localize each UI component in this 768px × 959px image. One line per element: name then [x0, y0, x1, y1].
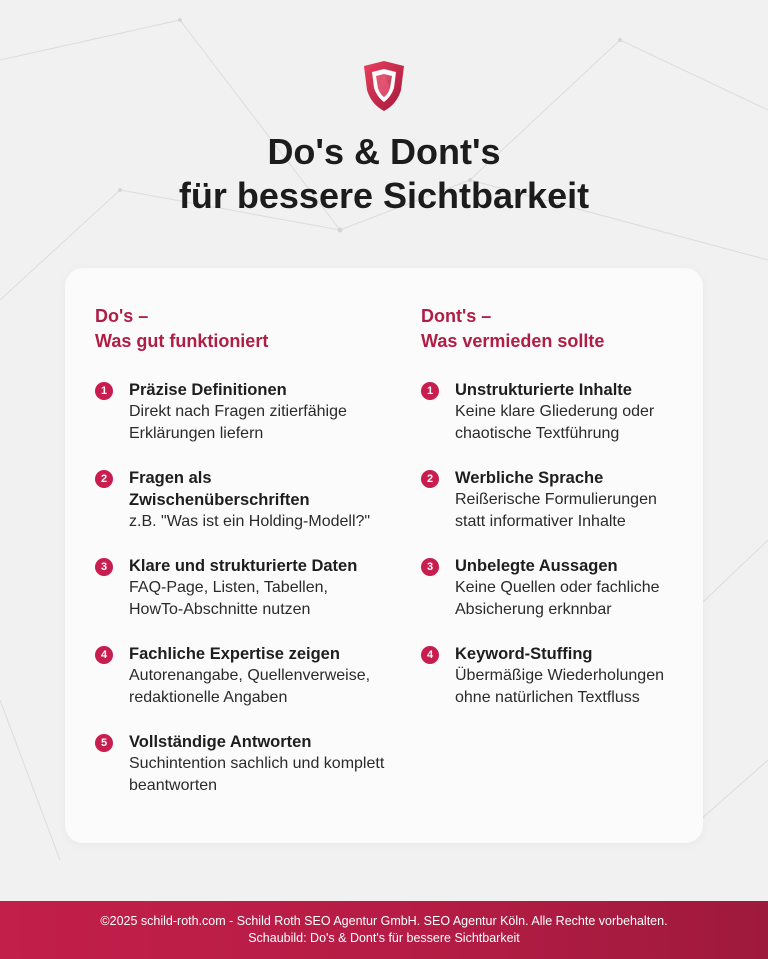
number-badge: 1 [421, 382, 439, 400]
number-badge: 2 [421, 470, 439, 488]
number-badge: 4 [95, 646, 113, 664]
dos-item [95, 555, 395, 621]
donts-item-desc: Keine klare Gliederung oder chaotische Textführung [455, 403, 655, 442]
dos-column [95, 304, 395, 819]
donts-item-desc: Keine Quellen oder fachliche Absicherung erknnbar [455, 579, 660, 618]
footer-copyright: ©2025 schild-roth.com - Schild Roth SEO Agentur GmbH. SEO Agentur Köln. Alle Rechte vorbehalten. [100, 914, 668, 928]
donts-item-title: Keyword-Stuffing [455, 645, 593, 663]
dos-heading [95, 304, 395, 354]
page-title [0, 130, 768, 218]
donts-list [421, 379, 691, 709]
donts-column [421, 304, 691, 731]
donts-item-title: Unbelegte Aussagen [455, 557, 618, 575]
number-badge: 5 [95, 734, 113, 752]
dos-item-title: Klare und strukturierte Daten [129, 557, 358, 575]
dos-item-title: Fragen als Zwischenüberschriften [129, 469, 310, 509]
dos-item [95, 643, 395, 709]
donts-item-desc: Reißerische Formulierungen statt informativer Inhalte [455, 491, 657, 530]
dos-item [95, 467, 371, 533]
dos-item-title: Fachliche Expertise zeigen [129, 645, 340, 663]
donts-heading [421, 304, 691, 354]
dos-item-desc: FAQ-Page, Listen, Tabellen, HowTo-Abschnitte nutzen [129, 579, 328, 618]
dos-item-title: Präzise Definitionen [129, 381, 287, 399]
title-line-1: Do's & Dont's [267, 131, 501, 172]
dos-item-desc: Direkt nach Fragen zitierfähige Erklärungen liefern [129, 403, 347, 442]
dos-list [95, 379, 395, 797]
donts-item [421, 467, 691, 533]
donts-item [421, 379, 691, 445]
dos-item-desc: Suchintention sachlich und komplett beantworten [129, 755, 385, 794]
number-badge: 3 [421, 558, 439, 576]
content-card [65, 268, 703, 843]
donts-item-title: Unstrukturierte Inhalte [455, 381, 632, 399]
dos-item-title: Vollständige Antworten [129, 733, 312, 751]
dos-heading-line-1: Do's – [95, 306, 149, 326]
dos-item [95, 379, 395, 445]
number-badge: 2 [95, 470, 113, 488]
number-badge: 1 [95, 382, 113, 400]
dos-heading-line-2: Was gut funktioniert [95, 331, 269, 351]
donts-heading-line-2: Was vermieden sollte [421, 331, 605, 351]
donts-item-title: Werbliche Sprache [455, 469, 604, 487]
footer-caption: Schaubild: Do's & Dont's für bessere Sichtbarkeit [248, 931, 520, 945]
donts-item-desc: Übermäßige Wiederholungen ohne natürlichen Textfluss [455, 667, 664, 706]
title-line-2: für bessere Sichtbarkeit [178, 175, 590, 216]
donts-heading-line-1: Dont's – [421, 306, 492, 326]
shield-logo-icon [361, 60, 407, 112]
donts-item [421, 643, 691, 709]
dos-item-desc: Autorenangabe, Quellenverweise, redaktionelle Angaben [129, 667, 371, 706]
number-badge: 3 [95, 558, 113, 576]
footer-bar [0, 901, 768, 959]
dos-item-desc: z.B. "Was ist ein Holding-Modell?" [129, 513, 371, 530]
donts-item [421, 555, 691, 621]
number-badge: 4 [421, 646, 439, 664]
dos-item [95, 731, 395, 797]
